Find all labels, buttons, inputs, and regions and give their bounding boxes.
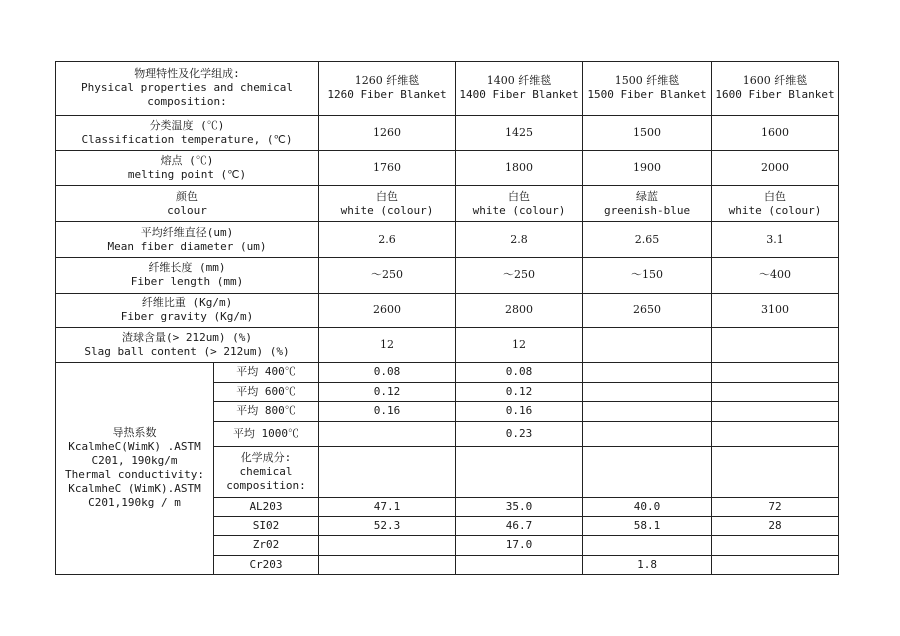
property-label-en: Mean fiber diameter (um) — [107, 239, 267, 253]
value-cell — [583, 328, 712, 363]
property-label-en: Classification temperature, (℃) — [81, 133, 293, 147]
property-label-cell — [56, 151, 319, 186]
value-cell: ～250 — [456, 258, 583, 294]
empty-cell — [712, 446, 839, 497]
side-label-line: C201, 190kg/m — [91, 454, 178, 468]
product-header-en: 1400 Fiber Blanket — [459, 88, 579, 102]
product-header-cn: 1260 纤维毯 — [354, 74, 420, 88]
property-label-cell — [56, 328, 319, 363]
value-cell: 1500 — [583, 115, 712, 151]
side-label-line: KcalmheC(WimK) .ASTM — [68, 440, 201, 454]
header-row — [56, 62, 839, 116]
sub-label-cell: Zr02 — [214, 536, 319, 555]
conductivity-side-label — [56, 362, 214, 574]
property-label-cn: 颜色 — [176, 189, 198, 203]
property-row — [56, 222, 839, 258]
value-cell: 1.8 — [583, 555, 712, 574]
value-en: white (colour) — [472, 203, 566, 217]
value-cell — [319, 185, 456, 222]
value-cell: 0.12 — [319, 382, 456, 401]
value-cell: 58.1 — [583, 517, 712, 536]
value-cell — [319, 421, 456, 446]
value-cell: 1600 — [712, 115, 839, 151]
value-cell: 35.0 — [456, 497, 583, 516]
value-cell — [456, 555, 583, 574]
value-cell: 3.1 — [712, 222, 839, 258]
product-header-1400 — [456, 62, 583, 116]
value-cell: 17.0 — [456, 536, 583, 555]
value-cell: ～400 — [712, 258, 839, 294]
product-header-cn: 1500 纤维毯 — [614, 74, 680, 88]
chemical-header-cn: 化学成分: — [240, 450, 292, 464]
value-en: white (colour) — [340, 203, 434, 217]
value-cell: 1900 — [583, 151, 712, 186]
value-cell: 0.16 — [456, 402, 583, 421]
property-label-en: Fiber gravity (Kg/m) — [120, 310, 254, 324]
sub-label-cell: 平均 400℃ — [214, 362, 319, 382]
property-label-en: Slag ball content (> 212um) (%) — [84, 344, 290, 358]
chemical-header-en: chemical — [239, 464, 293, 478]
value-cell — [712, 382, 839, 401]
value-cell — [583, 382, 712, 401]
product-header-1500 — [583, 62, 712, 116]
properties-table — [55, 61, 839, 575]
value-cell: 52.3 — [319, 517, 456, 536]
value-cell: 72 — [712, 497, 839, 516]
value-cell — [456, 185, 583, 222]
chemical-header-en: composition: — [226, 478, 306, 492]
empty-cell — [319, 446, 456, 497]
value-cell: 0.16 — [319, 402, 456, 421]
value-cell: ～150 — [583, 258, 712, 294]
side-label-line: 导热系数 — [112, 426, 157, 440]
value-cell: 1260 — [319, 115, 456, 151]
side-label-line: C201,190kg / m — [88, 496, 181, 510]
property-label-cn: 纤维比重 (Kg/m) — [141, 296, 233, 310]
value-cell: 0.08 — [319, 362, 456, 382]
value-cell — [583, 362, 712, 382]
value-cell: 2000 — [712, 151, 839, 186]
value-cell: 2600 — [319, 293, 456, 328]
value-cell: 47.1 — [319, 497, 456, 516]
value-cell: 1800 — [456, 151, 583, 186]
property-row — [56, 151, 839, 186]
value-cell: 12 — [456, 328, 583, 363]
product-header-cn: 1400 纤维毯 — [486, 74, 552, 88]
property-header-en: Physical properties and chemical composition: — [81, 81, 293, 109]
value-cell — [712, 421, 839, 446]
property-row — [56, 258, 839, 294]
value-cell: 12 — [319, 328, 456, 363]
value-cell: 2800 — [456, 293, 583, 328]
value-cell: 1760 — [319, 151, 456, 186]
value-cell: 3100 — [712, 293, 839, 328]
product-header-1600 — [712, 62, 839, 116]
value-cell: ～250 — [319, 258, 456, 294]
property-label-cn: 分类温度 (℃) — [149, 119, 225, 133]
sub-label-cell: 平均 600℃ — [214, 382, 319, 401]
value-cell — [712, 555, 839, 574]
property-label-cn: 渣球含量(> 212um) (%) — [121, 330, 253, 344]
value-cell — [712, 185, 839, 222]
sub-label-cell: 平均 800℃ — [214, 402, 319, 421]
product-header-en: 1600 Fiber Blanket — [715, 88, 835, 102]
property-label-cell — [56, 115, 319, 151]
value-en: greenish-blue — [603, 203, 691, 217]
value-cell: 1425 — [456, 115, 583, 151]
product-header-cn: 1600 纤维毯 — [742, 74, 808, 88]
value-cell — [583, 421, 712, 446]
empty-cell — [583, 446, 712, 497]
property-label-cell — [56, 185, 319, 222]
value-cell: 0.23 — [456, 421, 583, 446]
value-cell: 0.12 — [456, 382, 583, 401]
value-cell: 2650 — [583, 293, 712, 328]
value-cell: 0.08 — [456, 362, 583, 382]
property-label-cell — [56, 222, 319, 258]
value-cell: 28 — [712, 517, 839, 536]
value-cell — [583, 402, 712, 421]
value-en: white (colour) — [728, 203, 822, 217]
value-cell — [712, 536, 839, 555]
sub-label-cell: 平均 1000℃ — [214, 421, 319, 446]
sub-label-cell: SI02 — [214, 517, 319, 536]
value-cell: 46.7 — [456, 517, 583, 536]
value-cn: 白色 — [508, 189, 531, 203]
property-label-en: melting point (℃) — [127, 168, 247, 182]
property-header-cn: 物理特性及化学组成: — [134, 67, 240, 81]
property-row — [56, 185, 839, 222]
product-header-1260 — [319, 62, 456, 116]
property-row — [56, 293, 839, 328]
value-cn: 绿蓝 — [636, 189, 659, 203]
property-label-cn: 纤维长度 (mm) — [148, 261, 226, 275]
property-label-cn: 平均纤维直径(um) — [140, 225, 234, 239]
value-cell — [583, 185, 712, 222]
value-cell: 2.6 — [319, 222, 456, 258]
product-header-en: 1260 Fiber Blanket — [327, 88, 447, 102]
value-cell — [712, 362, 839, 382]
chemical-header-cell — [214, 446, 319, 497]
conductivity-row — [56, 362, 839, 382]
side-label-line: Thermal conductivity: — [64, 468, 205, 482]
property-row — [56, 328, 839, 363]
value-cell — [583, 536, 712, 555]
value-cell: 40.0 — [583, 497, 712, 516]
property-label-cn: 熔点 (℃) — [160, 154, 214, 168]
value-cell — [319, 555, 456, 574]
sub-label-cell: Cr203 — [214, 555, 319, 574]
product-header-en: 1500 Fiber Blanket — [587, 88, 707, 102]
sub-label-cell: AL203 — [214, 497, 319, 516]
empty-cell — [456, 446, 583, 497]
value-cell: 2.8 — [456, 222, 583, 258]
property-label-en: Fiber length (mm) — [130, 275, 244, 289]
value-cell — [319, 536, 456, 555]
side-label-line: KcalmheC (WimK).ASTM — [68, 482, 201, 496]
property-label-en: colour — [167, 203, 207, 217]
value-cell: 2.65 — [583, 222, 712, 258]
property-header-cell — [56, 62, 319, 116]
value-cn: 白色 — [764, 189, 787, 203]
table-body — [56, 62, 839, 575]
property-label-cell — [56, 293, 319, 328]
property-label-cell — [56, 258, 319, 294]
value-cn: 白色 — [376, 189, 399, 203]
value-cell — [712, 328, 839, 363]
property-row — [56, 115, 839, 151]
value-cell — [712, 402, 839, 421]
